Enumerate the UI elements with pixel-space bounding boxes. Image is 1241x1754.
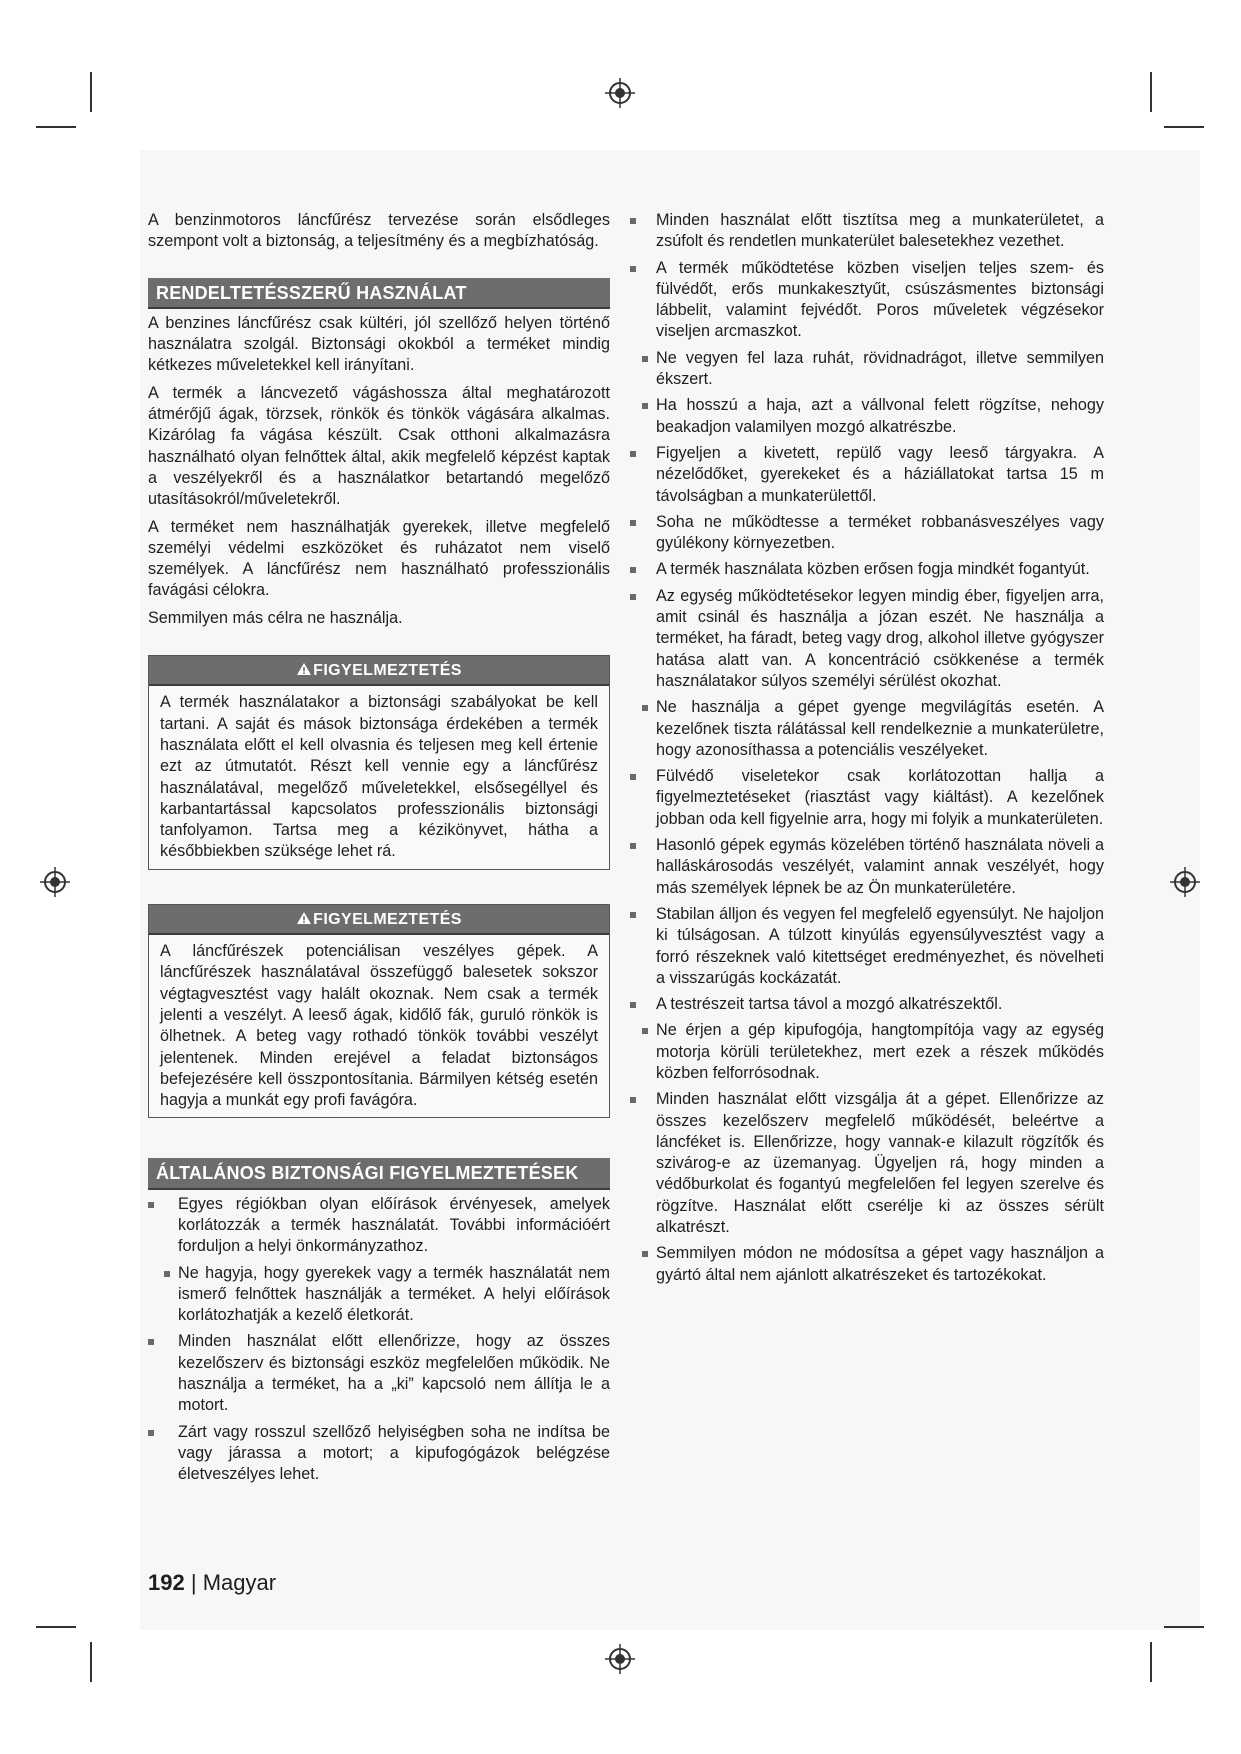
warning-title: FIGYELMEZTETÉS [313,910,462,928]
intended-use-paragraph: A terméket nem használhatják gyerekek, illetve megfelelő személyi védelmi eszközöket és ruházatot nem viselő személyek. A láncfűrész nem használható professzionális favágási célokra. [148,517,610,600]
crop-mark-bottom-right-v [1150,1642,1152,1682]
list-item: Ne vegyen fel laza ruhát, rövidnadrágot, illetve semmilyen ékszert. [656,348,1104,391]
warning-triangle-icon [296,662,312,676]
warning-text: A láncfűrészek potenciálisan veszélyes gépek. A láncfűrészek használatával összefüggő balesetek sokszor végtagvesztést vagy halált okoznak. Nem csak a termék jelenti a veszélyt. A leeső ágak, kidőlő fák, guruló rönkök is ölhetnek. A beteg vagy rothadó tönkök további veszélyt jelentenek. Minden erejével a feladat biztonságos befejezésére kell összpontosítania. Bármilyen kétség esetén hagyja a munkát egy profi favágóra. [160,942,598,1110]
bullet-square-icon [630,594,636,600]
list-item: Minden használat előtt ellenőrizze, hogy az összes kezelőszerv és biztonsági eszköz megfelelően működik. Ne használja a terméket, ha a „ki” kapcsoló nem állítja le a motort. [148,1331,610,1416]
bullet-square-icon [630,1097,636,1103]
left-column [148,210,610,1491]
list-item: Ha hosszú a haja, azt a vállvonal felett rögzítse, nehogy beakadjon valamilyen mozgó alkatrészbe. [656,395,1104,438]
list-item: Ne hagyja, hogy gyerekek vagy a termék használatát nem ismerő felnőttek használják a terméket. A helyi előírások korlátozhatják a kezelő életkorát. [148,1263,610,1327]
section-heading-general-safety: ÁLTALÁNOS BIZTONSÁGI FIGYELMEZTETÉSEK [148,1158,610,1189]
footer-separator: | [190,1570,197,1595]
warning-header [149,656,609,686]
bullet-square-icon [630,266,636,272]
bullet-square-icon [148,1339,154,1345]
bullet-square-icon [642,705,648,711]
registration-mark-top-icon [603,76,637,110]
footer-language: Magyar [202,1570,277,1595]
crop-mark-bottom-left-v [90,1642,92,1682]
warning-box [148,904,610,1119]
list-item: Figyeljen a kivetett, repülő vagy leeső tárgyakra. A nézelődőket, gyerekeket és a háziállatokat tartsa 15 m távolságban a munkaterülettől. [656,443,1104,507]
registration-mark-right-icon [1168,865,1202,899]
crop-mark-top-right-v [1150,72,1152,112]
bullet-square-icon [630,520,636,526]
bullet-square-icon [630,912,636,918]
bullet-square-icon [630,1002,636,1008]
warning-triangle-icon [296,911,312,925]
bullet-square-icon [642,356,648,362]
bullet-square-icon [630,774,636,780]
crop-mark-top-right-h [1164,126,1204,128]
list-item: Ne használja a gépet gyenge megvilágítás esetén. A kezelőnek tiszta rálátással kell rendelkeznie a munkaterületre, hogy azonosíthassa a potenciális veszélyeket. [656,697,1104,761]
registration-mark-left-icon [38,865,72,899]
warning-text: A termék használatakor a biztonsági szabályokat be kell tartani. A saját és mások biztonsága érdekében a termék használata előtt el kell olvasnia és teljesen meg kell értenie ezt az útmutatót. Részt kell vennie egy a láncfűrész használatával, megelőző műveletekkel, elsősegéllyel és karbantartással kapcsolatos professzionális biztonsági tanfolyamon. Tartsa meg a kézikönyvet, hátha a későbbiekben szüksége lehet rá. [160,693,598,861]
list-item: Semmilyen módon ne módosítsa a gépet vagy használjon a gyártó által nem ajánlott alkatrészeket és tartozékokat. [656,1243,1104,1286]
page-footer [148,1570,276,1596]
bullet-square-icon [642,403,648,409]
list-item: A termék használata közben erősen fogja mindkét fogantyút. [656,559,1104,580]
list-item: Zárt vagy rosszul szellőző helyiségben soha ne indítsa be vagy járassa a motort; a kipufogógázok belégzése életveszélyes lehet. [148,1422,610,1486]
list-item: Ne érjen a gép kipufogója, hangtompítója vagy az egység motorja körüli területekhez, mert ezek a részek működés közben felforrósodnak. [656,1020,1104,1084]
bullet-square-icon [630,843,636,849]
crop-mark-bottom-right-h [1164,1626,1204,1628]
intro-paragraph: A benzinmotoros láncfűrész tervezése során elsődleges szempont volt a biztonság, a teljesítmény és a megbízhatóság. [148,211,610,251]
right-column [656,210,1104,1291]
general-safety-list [148,1194,610,1486]
bullet-square-icon [148,1430,154,1436]
bullet-square-icon [642,1251,648,1257]
warning-title: FIGYELMEZTETÉS [313,662,462,680]
bullet-square-icon [642,1028,648,1034]
warning-box [148,655,610,870]
intended-use-paragraph: Semmilyen más célra ne használja. [148,608,403,627]
page-number: 192 [148,1570,185,1595]
list-item: A termék működtetése közben viseljen teljes szem- és fülvédőt, erős munkakesztyűt, csúszásmentes biztonsági lábbelit, valamint fejvédőt. Poros műveletek végzésekor viseljen arcmaszkot. [656,258,1104,343]
list-item: Egyes régiókban olyan előírások érvényesek, amelyek korlátozzák a termék használatát. További információért forduljon a helyi önkormányzathoz. [148,1194,610,1258]
list-item: A testrészeit tartsa távol a mozgó alkatrészektől. [656,994,1104,1015]
bullet-square-icon [630,451,636,457]
crop-mark-top-left-v [90,72,92,112]
safety-list-continued [656,210,1104,1286]
bullet-square-icon [148,1202,154,1208]
list-item: Fülvédő viseletekor csak korlátozottan hallja a figyelmeztetéseket (riasztást vagy kiáltást). A kezelőnek jobban oda kell figyelnie arra, hogy mi folyik a munkaterületen. [656,766,1104,830]
list-item: Soha ne működtesse a terméket robbanásveszélyes vagy gyúlékony környezetben. [656,512,1104,555]
registration-mark-bottom-icon [603,1642,637,1676]
bullet-square-icon [164,1271,170,1277]
intended-use-paragraph: A termék a láncvezető vágáshossza által meghatározott átmérőjű ágak, törzsek, rönkök és tönkök vágására alkalmas. Kizárólag fa vágása készült. Csak otthoni alkalmazásra használható olyan felnőttek által, akik megfelelő képzést kaptak a veszélyekről és a használatkor betartandó megelőző utasításokról/műveletekről. [148,383,610,509]
list-item: Minden használat előtt vizsgálja át a gépet. Ellenőrizze az összes kezelőszerv megfelelő működését, beleértve a láncféket is. Ellenőrizze, hogy vannak-e kilazult rögzítők és szivárog-e az üzemanyag. Ügyeljen rá, hogy minden a védőburkolat és fogantyú megfelelően fel legyen szerelve és rögzítve. Használat előtt cserélje ki az összes sérült alkatrészt. [656,1089,1104,1238]
section-heading-intended-use: RENDELTETÉSSZERŰ HASZNÁLAT [148,278,610,309]
list-item: Stabilan álljon és vegyen fel megfelelő egyensúlyt. Ne hajoljon ki túlságosan. A túlzott kinyúlás egyensúlyvesztést vagy a forró részeknek való kitettséget eredményezhet, és növelheti a visszarúgás kockázatát. [656,904,1104,989]
bullet-square-icon [630,567,636,573]
list-item: Minden használat előtt tisztítsa meg a munkaterületet, a zsúfolt és rendetlen munkaterület balesetekhez vezethet. [656,210,1104,253]
intended-use-paragraph: A benzines láncfűrész csak kültéri, jól szellőző helyen történő használatra szolgál. Biztonsági okokból a terméket mindig kétkezes műveletekkel kell irányítani. [148,313,610,375]
warning-header [149,905,609,935]
crop-mark-bottom-left-h [36,1626,76,1628]
list-item: Hasonló gépek egymás közelében történő használata növeli a halláskárosodás veszélyét, valamint annak veszélyét, hogy más személyek lépnek be az Ön munkaterületére. [656,835,1104,899]
list-item: Az egység működtetésekor legyen mindig éber, figyeljen arra, amit csinál és használja a józan eszét. Ne használja a terméket, ha fáradt, beteg vagy drog, alkohol illetve gyógyszer hatása alatt van. A koncentráció csökkenése a termék használatakor súlyos személyi sérülést okozhat. [656,586,1104,692]
crop-mark-top-left-h [36,126,76,128]
bullet-square-icon [630,218,636,224]
